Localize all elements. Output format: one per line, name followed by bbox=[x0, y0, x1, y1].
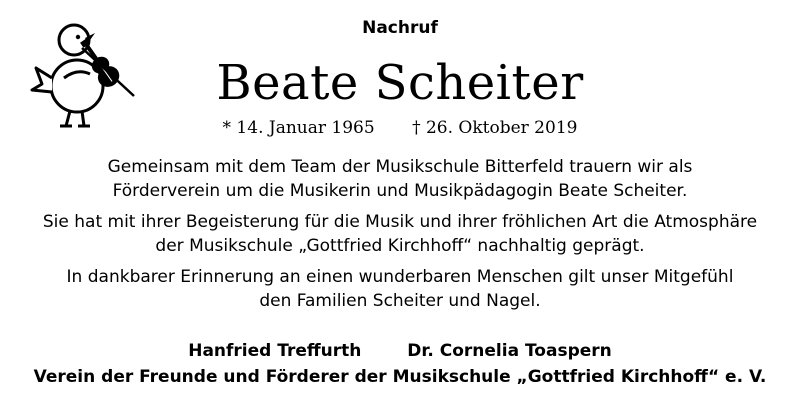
signer-organization: Verein der Freunde und Förderer der Musikschule „Gottfried Kirchhoff“ e. V. bbox=[33, 367, 767, 387]
notice-body bbox=[30, 155, 770, 320]
signer-1: Hanfried Treffurth bbox=[188, 341, 362, 361]
paragraph bbox=[30, 210, 770, 258]
deceased-name: Beate Scheiter bbox=[216, 55, 584, 111]
paragraph bbox=[30, 265, 770, 313]
paragraph-line: der Musikschule „Gottfried Kirchhoff“ nachhaltig geprägt. bbox=[155, 236, 645, 256]
notice-heading: Nachruf bbox=[362, 18, 438, 38]
paragraph-line: den Familien Scheiter und Nagel. bbox=[259, 291, 541, 311]
signatories bbox=[0, 338, 800, 390]
signer-names bbox=[0, 338, 800, 364]
life-dates bbox=[0, 118, 800, 138]
death-date: † 26. Oktober 2019 bbox=[412, 118, 578, 138]
signer-2: Dr. Cornelia Toaspern bbox=[407, 341, 612, 361]
paragraph-line: In dankbarer Erinnerung an einen wunderbaren Menschen gilt unser Mitgefühl bbox=[66, 267, 734, 287]
paragraph bbox=[30, 155, 770, 203]
paragraph-line: Gemeinsam mit dem Team der Musikschule Bitterfeld trauern wir als bbox=[107, 157, 693, 177]
paragraph-line: Sie hat mit ihrer Begeisterung für die Musik und ihrer fröhlichen Art die Atmosphäre bbox=[42, 212, 758, 232]
birth-date: * 14. Januar 1965 bbox=[222, 118, 375, 138]
paragraph-line: Förderverein um die Musikerin und Musikpädagogin Beate Scheiter. bbox=[112, 181, 688, 201]
